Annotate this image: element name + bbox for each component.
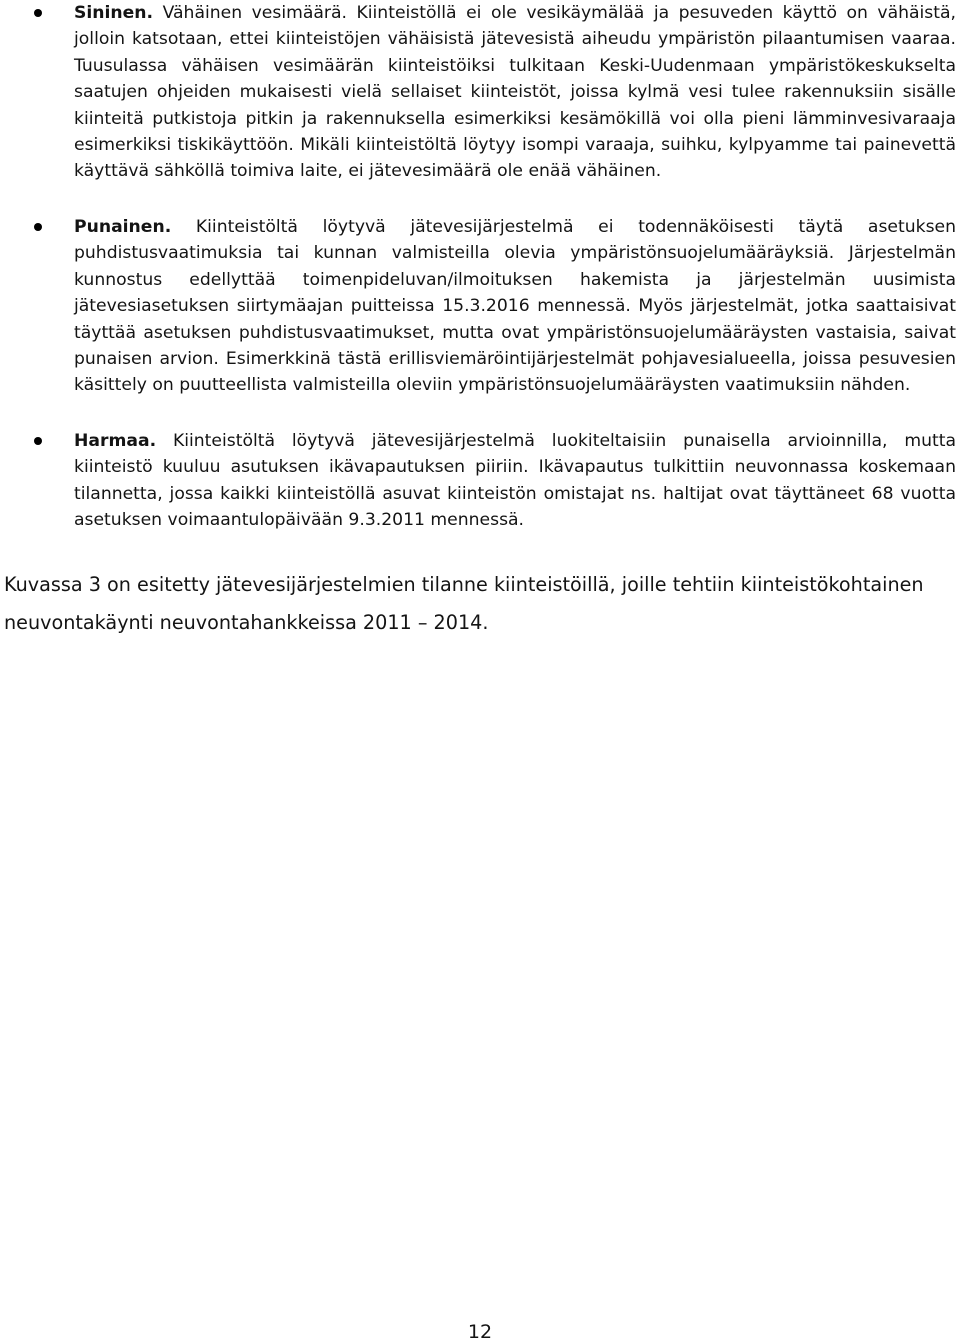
bullet-icon: [34, 9, 42, 17]
closing-paragraph: Kuvassa 3 on esitetty jätevesijärjestelmien tilanne kiinteistöillä, joille tehtiin kiinteistökohtainen neuvontakäynti neuvontahankkeissa 2011 – 2014.: [4, 573, 924, 634]
bullet-icon: [34, 223, 42, 231]
list-item-text: Vähäinen vesimäärä. Kiinteistöllä ei ole vesikäymälää ja pesuveden käyttö on vähäistä, jolloin katsotaan, ettei kiinteistöjen vähäisistä jätevesistä aiheudu ympäristön pilaantumisen vaaraa. Tuusulassa vähäisen vesimäärän kiinteistöiksi tulkitaan Keski-Uudenmaan ympäristökeskukselta saatujen ohjeiden mukaisesti vielä sellaiset kiinteistöt, joissa kylmä vesi tulee rakennuksiin sisälle kiinteitä putkistoja pitkin ja rakennuksella esimerkiksi kesämökillä voi olla pieni lämminvesivaraaja esimerkiksi tiskikäyttöön. Mikäli kiinteistöltä löytyy isompi varaaja, suihku, kylpyamme tai painevettä käyttävä sähköllä toimiva laite, ei jätevesimäärä ole enää vähäinen.: [74, 3, 956, 182]
list-item-harmaa: [74, 428, 956, 534]
list-item-term: Punainen.: [74, 217, 172, 237]
list-item-sininen: [74, 0, 956, 185]
list-item-term: Sininen.: [74, 3, 154, 23]
list-item-punainen: [74, 214, 956, 399]
list-item-text: Kiinteistöltä löytyvä jätevesijärjestelmä luokiteltaisiin punaisella arvioinnilla, mutta kiinteistö kuuluu asutuksen ikävapautuksen piiriin. Ikävapautus tulkittiin neuvonnassa koskemaan tilannetta, jossa kaikki kiinteistöllä asuvat kiinteistön omistajat ns. haltijat ovat täyttäneet 68 vuotta asetuksen voimaantulopäivään 9.3.2011 mennessä.: [74, 431, 956, 531]
page-number: 12: [467, 1321, 493, 1343]
list-item-term: Harmaa.: [74, 431, 157, 451]
bullet-icon: [34, 437, 42, 445]
list-item-text: Kiinteistöltä löytyvä jätevesijärjestelmä ei todennäköisesti täytä asetuksen puhdistusvaatimuksia tai kunnan valmisteilla olevia ympäristönsuojelumääräyksiä. Järjestelmän kunnostus edellyttää toimenpideluvan/ilmoituksen hakemista ja järjestelmän uusimista jätevesiasetuksen siirtymäajan puitteissa 15.3.2016 mennessä. Myös järjestelmät, jotka saattaisivat täyttää asetuksen puhdistusvaatimukset, mutta ovat ympäristönsuojelumääräysten vastaisia, saivat punaisen arvion. Esimerkkinä tästä erillisviemäröintijärjestelmät pohjavesialueella, joissa pesuvesien käsittely on puutteellista valmisteilla oleviin ympäristönsuojelumääräysten vaatimuksiin nähden.: [74, 217, 956, 396]
